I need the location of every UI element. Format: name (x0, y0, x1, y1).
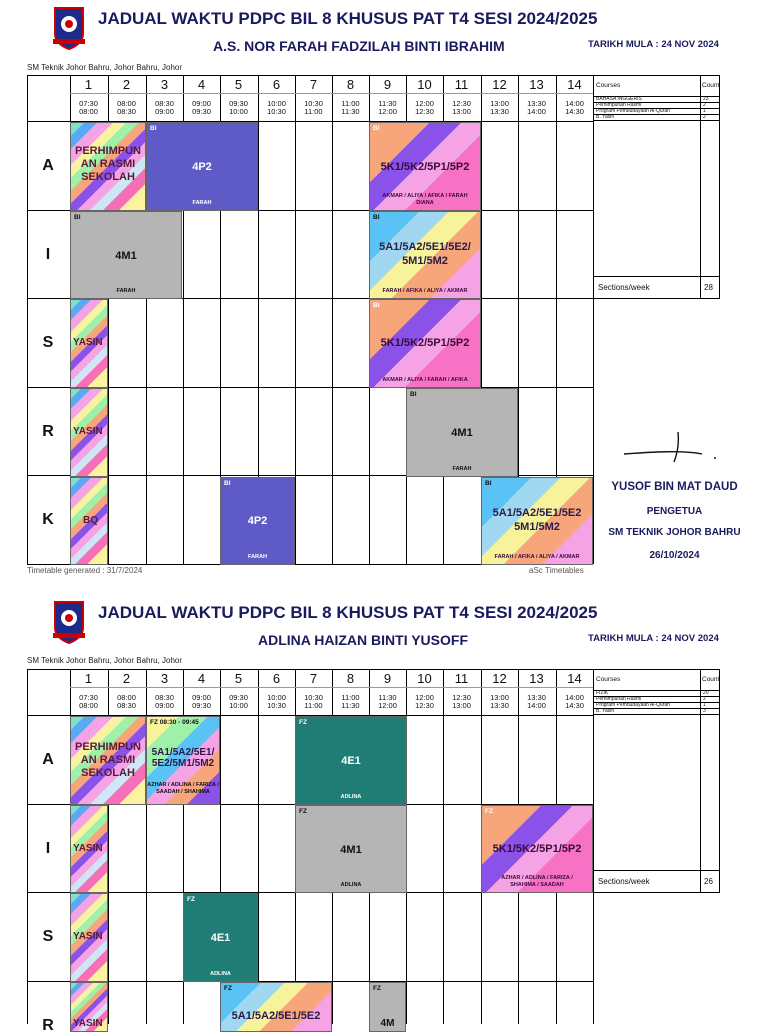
lesson-cell: BQ (70, 477, 108, 565)
teacher-name: A.S. NOR FARAH FADZILAH BINTI IBRAHIM (213, 38, 505, 54)
lesson-cell: FZ 5K1/5K2/5P1/5P2 AZHAR / ADLINA / FARIZA / SHAHIMA / SAADAH (481, 805, 593, 893)
lesson-cell: BI 5K1/5K2/5P1/5P2 AKMAR / ALIYA / AFIKA / FARAH DIANA (369, 122, 481, 211)
period-number: 13 (529, 77, 544, 92)
course-name: B. Yasin (596, 707, 615, 714)
period-number: 8 (346, 671, 355, 686)
period-number: 14 (567, 77, 582, 92)
period-number: 12 (492, 77, 507, 92)
course-name: Program Pembudayaan Al-Quran (596, 701, 670, 708)
period-time: 13:30 14:00 (527, 693, 546, 710)
generated-note: Timetable generated : 31/7/2024 (27, 566, 143, 575)
period-number: 7 (309, 77, 318, 92)
period-time: 11:00 11:30 (341, 99, 360, 116)
lesson-cell: YASIN (70, 299, 108, 388)
period-time: 07:30 08:00 (79, 693, 98, 710)
period-number: 6 (272, 671, 281, 686)
school-logo-icon (51, 600, 87, 644)
course-count: 3 (703, 707, 706, 714)
course-name: BAHASA INGGERIS (596, 95, 642, 102)
period-time: 08:00 08:30 (117, 693, 136, 710)
principal-name: YUSOF BIN MAT DAUD (611, 481, 738, 493)
period-number: 8 (346, 77, 355, 92)
period-time: 13:30 14:00 (527, 99, 546, 116)
period-number: 5 (234, 671, 243, 686)
day-label: I (45, 840, 51, 857)
lesson-cell: YASIN (70, 805, 108, 893)
period-number: 11 (454, 77, 469, 92)
period-time: 14:00 14:30 (565, 99, 584, 116)
period-time: 11:30 12:00 (378, 693, 397, 710)
period-number: 9 (383, 671, 392, 686)
period-number: 7 (309, 671, 318, 686)
course-name: Perhimpunan Rasmi (596, 101, 642, 108)
course-count: 1 (703, 701, 706, 708)
course-count: 2 (703, 101, 706, 108)
period-time: 08:30 09:00 (155, 693, 174, 710)
period-time: 13:00 13:30 (490, 693, 509, 710)
period-time: 14:00 14:30 (565, 693, 584, 710)
course-name: Perhimpunan Rasmi (596, 695, 642, 702)
lesson-cell: BI 4P2 FARAH (146, 122, 258, 211)
school-address: SM Teknik Johor Bahru, Johor Bahru, Johor (27, 63, 183, 72)
period-time: 08:00 08:30 (117, 99, 136, 116)
period-number: 4 (197, 77, 206, 92)
period-number: 9 (383, 77, 392, 92)
period-time: 13:00 13:30 (490, 99, 509, 116)
school-logo-icon (51, 6, 87, 50)
period-number: 1 (84, 77, 93, 92)
period-time: 12:30 13:00 (452, 693, 471, 710)
period-number: 2 (122, 671, 131, 686)
period-number: 5 (234, 77, 243, 92)
teacher-name: ADLINA HAIZAN BINTI YUSOFF (258, 632, 468, 648)
software-note: aSc Timetables (529, 566, 584, 575)
period-time: 07:30 08:00 (79, 99, 98, 116)
lesson-cell: PERHIMPUN AN RASMI SEKOLAH (70, 716, 146, 805)
course-name: FIZIK (596, 689, 609, 696)
period-time: 09:30 10:00 (229, 693, 248, 710)
principal-role: PENGETUA (646, 506, 703, 517)
lesson-cell: BI 4M1 FARAH (406, 388, 518, 477)
period-number: 4 (197, 671, 206, 686)
period-number: 6 (272, 77, 281, 92)
period-time: 10:00 10:30 (267, 693, 286, 710)
period-number: 10 (417, 77, 432, 92)
lesson-cell: FZ 5A1/5A2/5E1/5E2 (220, 982, 332, 1032)
lesson-cell: FZ 4M1 ADLINA (295, 805, 407, 893)
course-count: 1 (703, 107, 706, 114)
day-label: I (45, 246, 51, 263)
course-name: B. Yasin (596, 113, 615, 120)
day-label: S (42, 928, 54, 945)
page-title: JADUAL WAKTU PDPC BIL 8 KHUSUS PAT T4 SESI 2024/2025 (98, 9, 598, 28)
course-count: 20 (703, 689, 709, 696)
day-label: S (42, 334, 54, 351)
course-count: 23 (703, 95, 709, 102)
lesson-cell: BI 5A1/5A2/5E1/5E2 5M1/5M2 FARAH / AFIKA / ALIYA / AKMAR (481, 477, 593, 565)
day-label: A (42, 751, 54, 768)
start-date: TARIKH MULA : 24 NOV 2024 (588, 633, 719, 644)
period-time: 09:00 09:30 (192, 693, 211, 710)
period-number: 10 (417, 671, 432, 686)
period-number: 14 (567, 671, 582, 686)
lesson-cell: BI 4P2 FARAH (220, 477, 295, 565)
period-number: 11 (454, 671, 469, 686)
signature-scribble-icon (622, 428, 742, 468)
day-label: R (42, 423, 54, 440)
period-number: 3 (160, 671, 169, 686)
period-time: 12:30 13:00 (452, 99, 471, 116)
period-number: 13 (529, 671, 544, 686)
course-summary: Courses Count BAHASA INGGERIS 23 Perhimpunan Rasmi 2 Program Pembudayaan Al-Quran 1 B. Yasin 2 Sections/week 28 (593, 75, 720, 299)
course-count: 2 (703, 113, 706, 120)
period-time: 08:30 09:00 (155, 99, 174, 116)
course-count: 2 (703, 695, 706, 702)
lesson-cell: FZ 08:30 - 09:45 5A1/5A2/5E1/ 5E2/5M1/5M2 AZHAR / ADLINA / FARIZA / SAADAH / SHAHIMA (146, 716, 220, 805)
lesson-cell: YASIN (70, 893, 108, 982)
period-number: 1 (84, 671, 93, 686)
period-time: 10:30 11:00 (304, 99, 323, 116)
lesson-cell: BI 5A1/5A2/5E1/5E2/ 5M1/5M2 FARAH / AFIKA / ALIYA / AKMAR (369, 211, 481, 299)
principal-school: SM TEKNIK JOHOR BAHRU (608, 527, 741, 538)
course-name: Program Pembudayaan Al-Quran (596, 107, 670, 114)
period-time: 11:30 12:00 (378, 99, 397, 116)
period-time: 11:00 11:30 (341, 693, 360, 710)
period-time: 12:00 12:30 (415, 99, 434, 116)
lesson-cell: FZ 4M (369, 982, 406, 1032)
lesson-cell: FZ 4E1 ADLINA (295, 716, 407, 805)
day-label: R (42, 1017, 54, 1034)
period-time: 09:00 09:30 (192, 99, 211, 116)
course-summary: Courses Count FIZIK 20 Perhimpunan Rasmi 2 Program Pembudayaan Al-Quran 1 B. Yasin 3 Sections/week 26 (593, 669, 720, 893)
school-address: SM Teknik Johor Bahru, Johor Bahru, Johor (27, 656, 183, 665)
period-time: 09:30 10:00 (229, 99, 248, 116)
lesson-cell: BI 4M1 FARAH (70, 211, 182, 299)
start-date: TARIKH MULA : 24 NOV 2024 (588, 39, 719, 50)
lesson-cell: YASIN (70, 982, 108, 1032)
lesson-cell: PERHIMPUN AN RASMI SEKOLAH (70, 122, 146, 211)
period-time: 10:30 11:00 (304, 693, 323, 710)
day-label: A (42, 157, 54, 174)
day-label: K (42, 511, 54, 528)
period-number: 3 (160, 77, 169, 92)
period-number: 12 (492, 671, 507, 686)
lesson-cell: BI 5K1/5K2/5P1/5P2 AKMAR / ALIYA / FARAH / AFIKA (369, 299, 481, 388)
lesson-cell: YASIN (70, 388, 108, 477)
lesson-cell: FZ 4E1 ADLINA (183, 893, 258, 982)
period-time: 12:00 12:30 (415, 693, 434, 710)
period-number: 2 (122, 77, 131, 92)
period-time: 10:00 10:30 (267, 99, 286, 116)
signature-date: 26/10/2024 (649, 550, 700, 561)
page-title: JADUAL WAKTU PDPC BIL 8 KHUSUS PAT T4 SESI 2024/2025 (98, 603, 598, 622)
